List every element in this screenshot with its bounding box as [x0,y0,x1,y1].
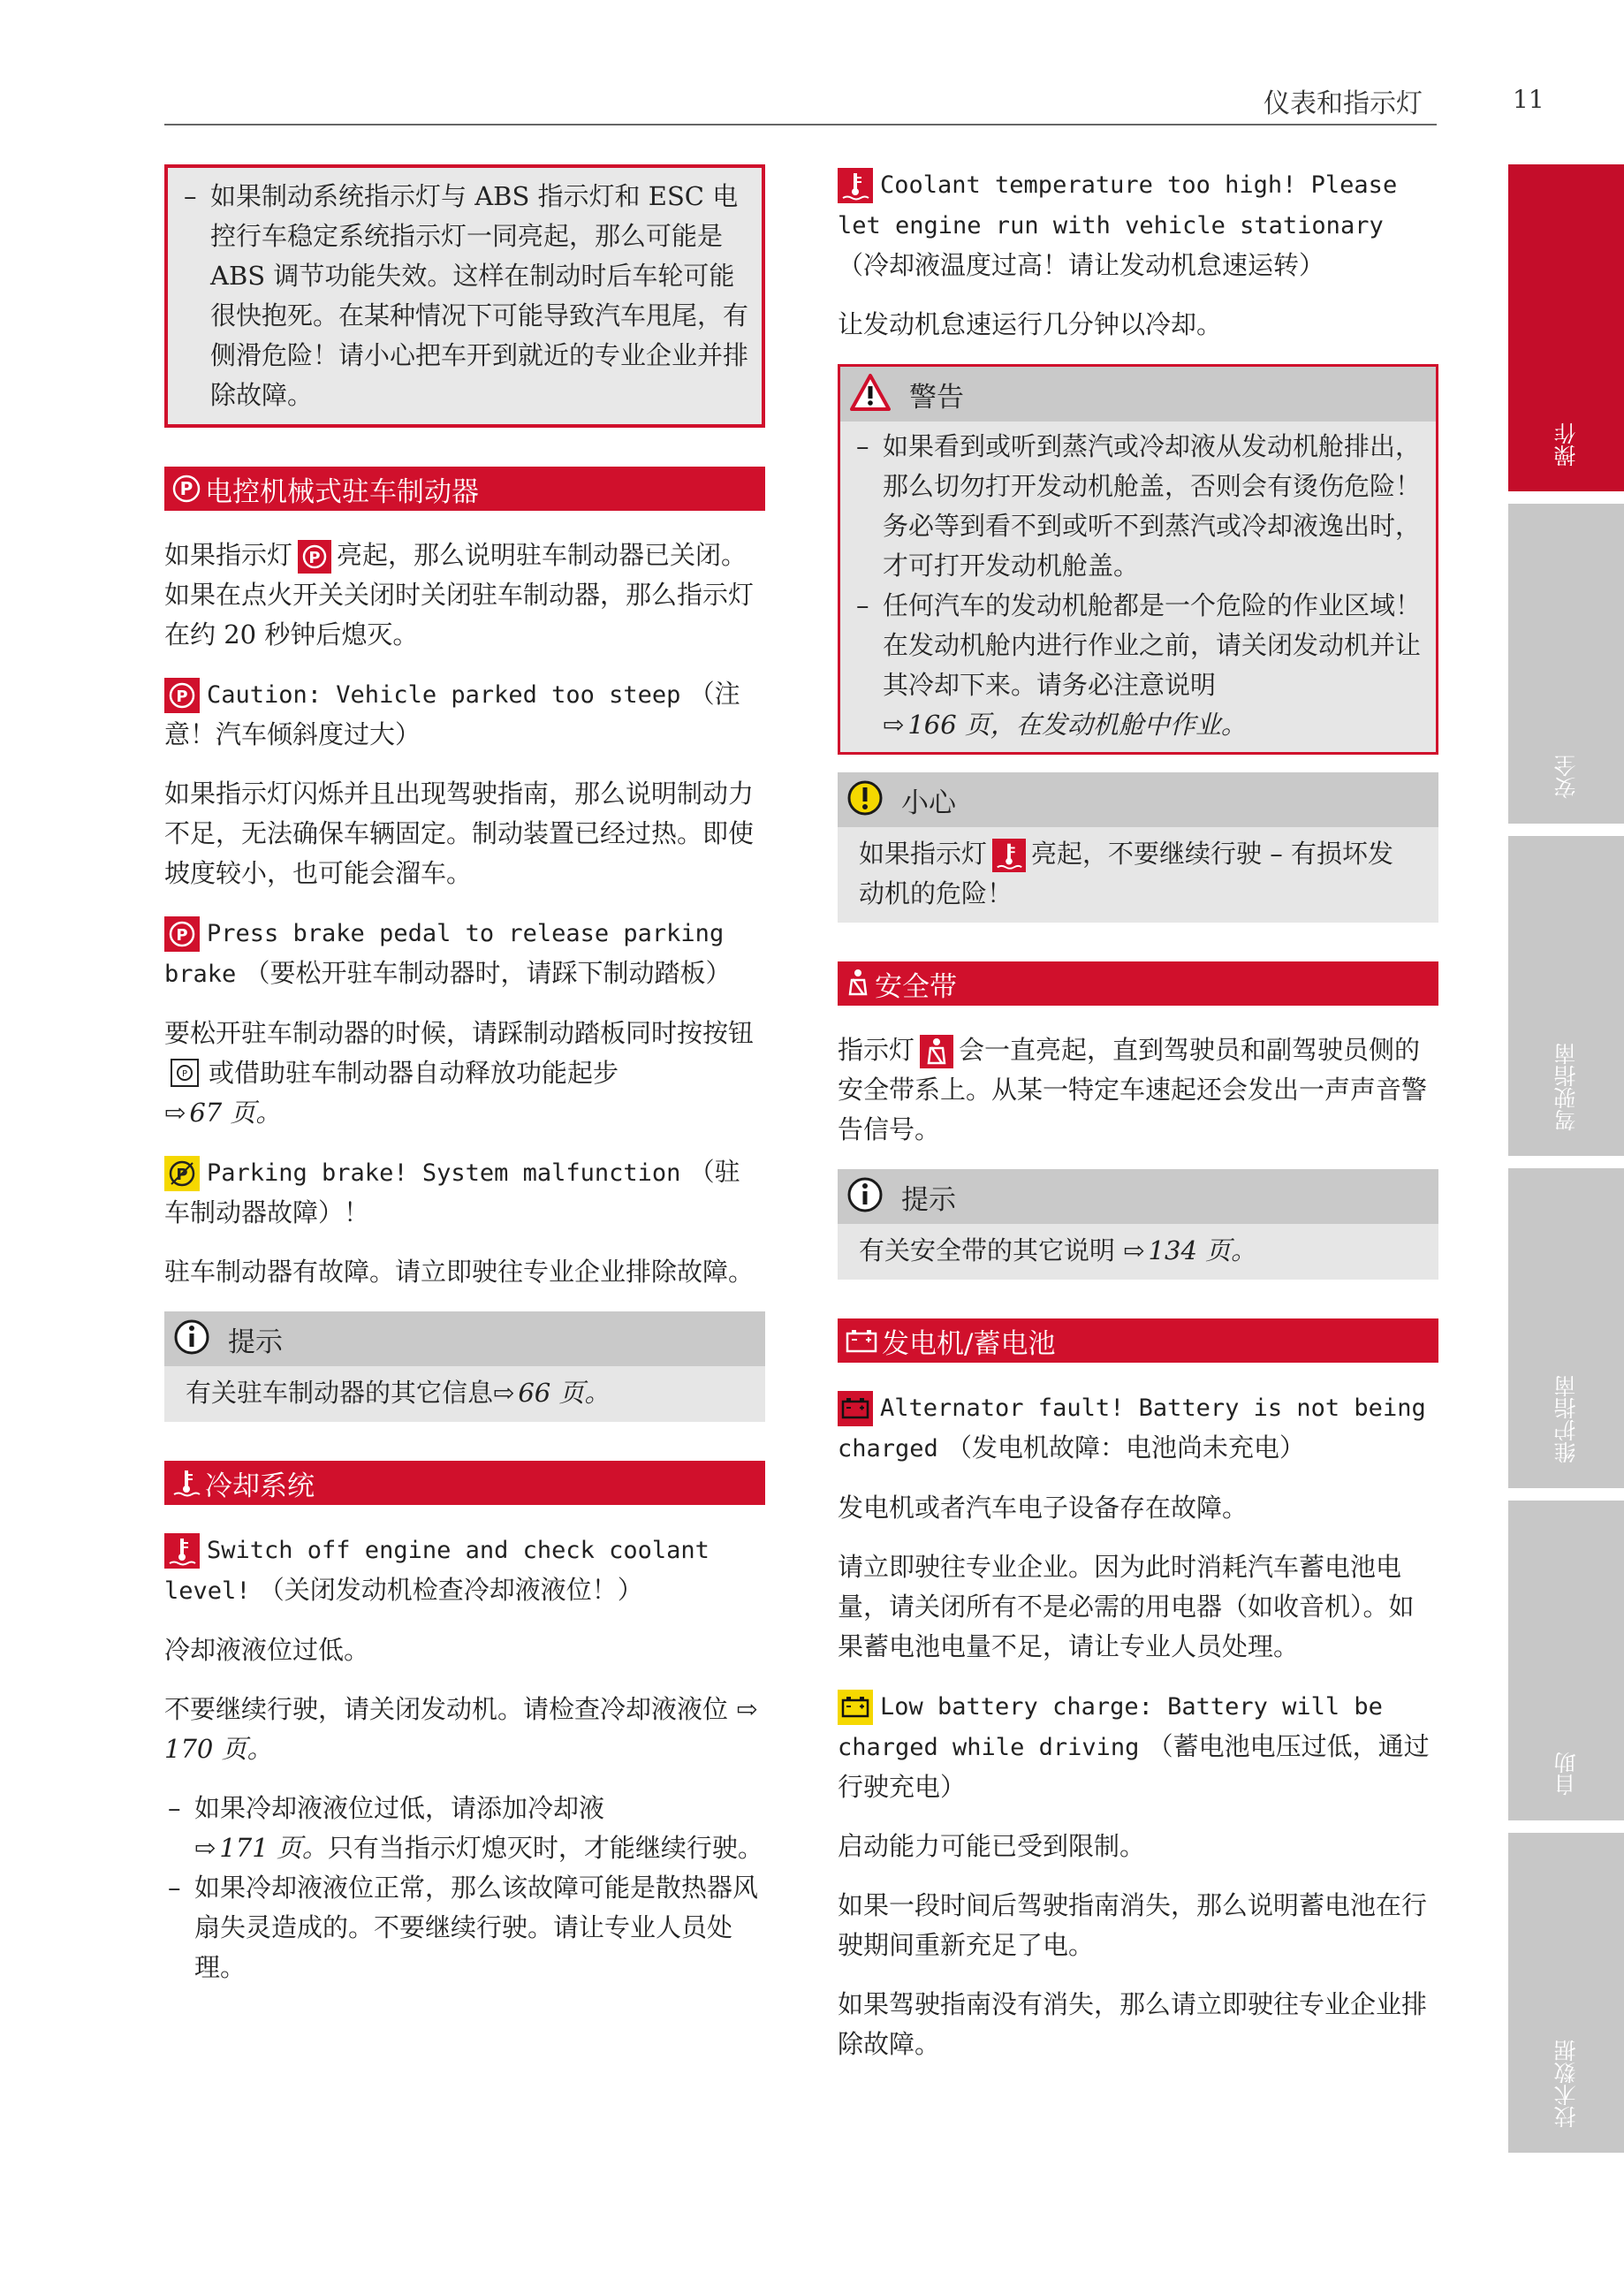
arrow-ref-icon: ⇨ [736,1694,758,1724]
release-paragraph: 要松开驻车制动器的时候，请踩制动踏板同时按按钮 P 或借助驻车制动器自动释放功能起步 ⇨ 67 页。 [164,1014,765,1133]
right-column [838,164,1438,2084]
section-parking-brake [164,467,765,511]
section-cooling-title: 冷却系统 [205,1470,315,1502]
low-battery-paragraph-1: 启动能力可能已受到限制。 [838,1831,1146,1861]
arrow-ref-icon: ⇨ [194,1833,216,1863]
coolant-stop-paragraph: 不要继续行驶，请关闭发动机。请检查冷却液液位 ⇨170 页。 [164,1690,765,1769]
steep-paragraph: 如果指示灯闪烁并且出现驾驶指南，那么说明制动力不足，无法确保车辆固定。制动装置已经过热。即使坡度较小，也可能会溜车。 [164,779,755,888]
arrow-ref-icon: ⇨ [493,1378,515,1408]
svg-text:P: P [179,478,194,499]
caution-box [838,772,1438,923]
header-rule [164,124,1437,125]
coolant-list [164,1789,765,1987]
coolant-low-paragraph: 冷却液液位过低。 [164,1635,370,1665]
battery-red-icon [838,1391,873,1426]
page-header-title: 仪表和指示灯 [1264,88,1423,119]
abs-warning-item: – 如果制动系统指示灯与 ABS 指示灯和 ESC 电控行车稳定系统指示灯一同亮起，那么可能是 ABS 调节功能失效。这样在制动时后车轮可能很快抱死。在某种情况下可能导致汽车甩尾，有侧滑危险！请小心把车开到就近的专业企业并排除故障。 [180,177,749,415]
seat-belt-red-icon [920,1035,953,1068]
note-body: 有关驻车制动器的其它信息⇨ 66 页。 [164,1366,765,1422]
parking-brake-icon [171,474,201,504]
page-reference-170[interactable]: ⇨170 页。 [164,1694,762,1764]
malfunction-paragraph: 驻车制动器有故障。请立即驶往专业企业排除故障。 [164,1257,755,1287]
warning-list-item: – 任何汽车的发动机舱都是一个危险的作业区域！在发动机舱内进行作业之前，请关闭发动机并让其冷却下来。请务必注意说明 ⇨ 166 页，在发动机舱中作业。 [853,586,1423,745]
svg-text:P: P [176,1166,188,1184]
parking-brake-yellow-icon [164,1156,200,1191]
parking-note [164,1311,765,1422]
note-title: 提示 [228,1326,283,1358]
seat-belt-paragraph: 指示灯 会一直亮起，直到驾驶员和副驾驶员侧的安全带系上。从某一特定车速起还会发出一声声音警告信号。 [838,1035,1428,1144]
left-column [164,164,765,1987]
caution-title: 小心 [901,786,956,819]
section-alternator-title: 发电机/蓄电池 [882,1327,1056,1360]
coolant-list-item: – 如果冷却液液位正常，那么该故障可能是散热器风扇失灵造成的。不要继续行驶。请让专业人员处理。 [164,1868,765,1987]
low-battery-paragraph-2: 如果一段时间后驾驶指南消失，那么说明蓄电池在行驶期间重新充足了电。 [838,1890,1428,1960]
note-body: 有关安全带的其它说明 ⇨ 134 页。 [838,1224,1438,1280]
low-battery-paragraph-3: 如果驾驶指南没有消失，那么请立即驶往专业企业排除故障。 [838,1989,1428,2059]
low-battery-message: Low battery charge: Battery will be charged while driving （蓄电池电压过低，通过行驶充电） [838,1686,1438,1807]
page-reference-66[interactable]: ⇨ 66 页。 [493,1378,610,1408]
page-reference-166[interactable]: ⇨ 166 页，在发动机舱中作业。 [883,710,1247,740]
svg-text:P: P [308,549,321,567]
release-message: P Press brake pedal to release parking brake （要松开驻车制动器时，请踩下制动踏板） [164,913,765,994]
coolant-red-icon [164,1533,200,1569]
page-reference-67[interactable]: ⇨ 67 页。 [164,1098,281,1128]
note-title: 提示 [901,1183,956,1216]
svg-text:P: P [181,1069,188,1079]
battery-yellow-icon [838,1690,873,1725]
alternator-paragraph-1: 发电机或者汽车电子设备存在故障。 [838,1493,1248,1523]
section-cooling-system [164,1461,765,1505]
coolant-level-message: Switch off engine and check coolant level! （关闭发动机检查冷却液液位！） [164,1530,765,1611]
warning-body [840,422,1436,752]
tab-self-help[interactable]: 自助 [1508,1501,1624,1820]
section-seat-belt-title: 安全带 [875,970,957,1003]
svg-text:P: P [176,688,188,706]
parking-brake-red-icon [164,678,200,713]
coolant-temperature-icon [171,1468,201,1498]
tab-technical-data[interactable]: 技术数据 [1508,1833,1624,2153]
svg-text:P: P [176,926,188,945]
alternator-paragraph-2: 请立即驶往专业企业。因为此时消耗汽车蓄电池电量，请关闭所有不是必需的用电器（如收音机）。如果蓄电池电量不足，请让专业人员处理。 [838,1552,1415,1661]
tab-maintenance-guide[interactable]: 维护指南 [1508,1168,1624,1488]
section-parking-brake-title: 电控机械式驻车制动器 [205,475,479,508]
arrow-ref-icon: ⇨ [164,1098,186,1128]
parking-brake-red-icon [164,916,200,952]
steep-message: P Caution: Vehicle parked too steep （注意！汽车倾斜度过大） [164,679,740,749]
tab-safety[interactable]: 安全 [1508,504,1624,824]
page-number: 11 [1513,85,1544,114]
warning-list-item: – 如果看到或听到蒸汽或冷却液从发动机舱排出，那么切勿打开发动机舱盖，否则会有烫伤危险！务必等到看不到或听不到蒸汽或冷却液逸出时，才可打开发动机舱盖。 [853,427,1423,586]
coolant-temperature-message: Coolant temperature too high! Please let engine run with vehicle stationary （冷却液温度过高！请让发动机怠速运转） [838,164,1438,285]
warning-triangle-icon [849,373,892,415]
abs-warning-box [164,164,765,428]
section-alternator-battery [838,1318,1438,1363]
coolant-temperature-paragraph: 让发动机怠速运行几分钟以冷却。 [838,309,1223,339]
arrow-ref-icon: ⇨ [1123,1235,1145,1265]
tab-operation[interactable]: 操作 [1508,164,1624,491]
arrow-ref-icon: ⇨ [883,710,905,740]
parking-paragraph-1: 如果指示灯 P 亮起，那么说明驻车制动器已关闭。如果在点火开关关闭时关闭驻车制动器，那么指示灯在约 20 秒钟后熄灭。 [164,540,755,650]
parking-brake-red-icon [298,540,331,574]
alternator-message: Alternator fault! Battery is not being charged （发电机故障：电池尚未充电） [838,1387,1438,1469]
caution-body: 如果指示灯 亮起，不要继续行驶 – 有损坏发动机的危险！ [838,827,1438,923]
section-seat-belt [838,961,1438,1006]
tab-driving-guide[interactable]: 驾驶指南 [1508,836,1624,1156]
info-icon [846,1176,884,1217]
seat-belt-icon [845,968,871,999]
page-reference-171[interactable]: ⇨ 171 页。 [194,1833,328,1863]
caution-exclamation-icon [846,779,884,820]
warning-title: 警告 [909,381,964,414]
malfunction-message: P Parking brake! System malfunction （驻车制动器故障）！ [164,1157,740,1227]
coolant-red-icon [838,168,873,203]
warning-box [838,364,1438,755]
seat-belt-note [838,1169,1438,1280]
page-reference-134[interactable]: ⇨ 134 页。 [1123,1235,1256,1265]
info-icon [173,1318,210,1359]
battery-icon [845,1327,878,1354]
parking-button-icon [170,1058,203,1091]
coolant-red-icon [992,839,1026,872]
coolant-list-item: – 如果冷却液液位过低，请添加冷却液 ⇨ 171 页。只有当指示灯熄灭时，才能继续行驶。 [164,1789,765,1868]
